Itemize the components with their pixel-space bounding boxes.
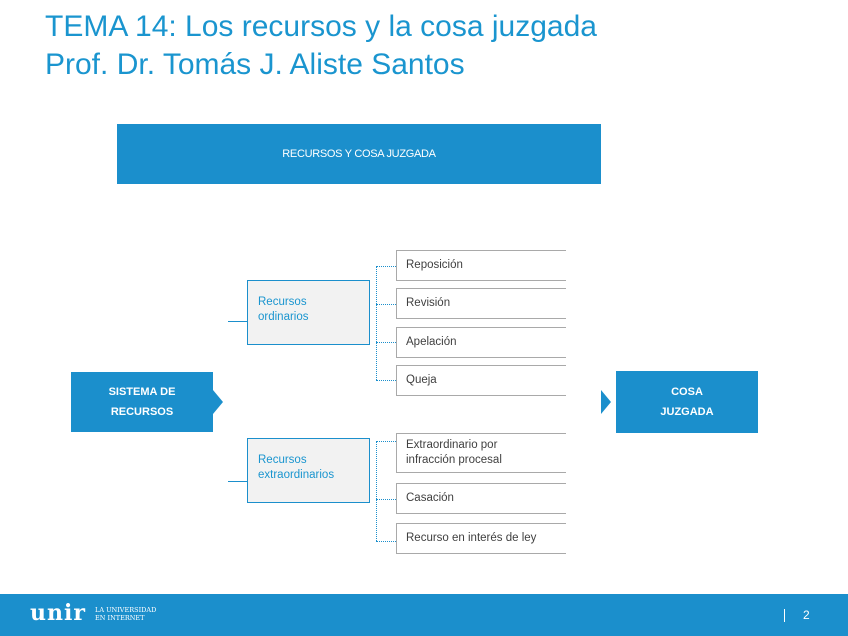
extraordinary-tick-2 xyxy=(376,499,396,500)
extraordinary-item-infraccion-procesal xyxy=(396,433,566,473)
extraordinary-connector xyxy=(228,481,247,482)
target-arrow xyxy=(601,390,611,414)
tagline-line-1: LA UNIVERSIDAD xyxy=(95,606,157,614)
source-line-2: RECURSOS xyxy=(110,406,174,418)
item-label-line-1: Extraordinario por xyxy=(406,439,498,451)
tagline-line-2: EN INTERNET xyxy=(95,614,145,622)
ordinary-line-1: Recursos xyxy=(258,296,307,308)
source-line-1: SISTEMA DE xyxy=(108,386,176,398)
banner-label: RECURSOS Y COSA JUZGADA xyxy=(282,148,436,160)
slide-title xyxy=(45,8,597,84)
ordinary-group-box xyxy=(247,280,370,345)
extraordinary-group-box xyxy=(247,438,370,503)
extraordinary-bracket xyxy=(376,441,377,541)
item-label: Revisión xyxy=(406,297,451,309)
ordinary-tick-2 xyxy=(376,304,396,305)
source-arrow xyxy=(213,390,223,414)
item-label: Reposición xyxy=(406,259,463,271)
ordinary-tick-1 xyxy=(376,266,396,267)
item-label: Recurso en interés de ley xyxy=(406,532,537,544)
source-box xyxy=(71,372,213,432)
extraordinary-tick-3 xyxy=(376,541,396,542)
footer-bar xyxy=(0,594,848,636)
ordinary-bracket xyxy=(376,266,377,380)
target-box xyxy=(616,371,758,433)
ordinary-tick-4 xyxy=(376,380,396,381)
extraordinary-tick-1 xyxy=(376,441,396,442)
logo-tagline xyxy=(95,606,156,622)
extraordinary-item-casacion xyxy=(396,483,566,514)
page-number: 2 xyxy=(803,608,810,622)
extraordinary-line-2: extraordinarios xyxy=(258,469,335,481)
diagram-banner xyxy=(117,124,601,184)
target-line-2: JUZGADA xyxy=(660,406,714,418)
ordinary-connector xyxy=(228,321,247,322)
item-label: Queja xyxy=(406,374,437,386)
ordinary-item-queja xyxy=(396,365,566,396)
page-separator xyxy=(784,609,785,622)
ordinary-tick-3 xyxy=(376,342,396,343)
ordinary-item-reposicion xyxy=(396,250,566,281)
ordinary-item-apelacion xyxy=(396,327,566,358)
item-label: Apelación xyxy=(406,336,457,348)
title-line-2: Prof. Dr. Tomás J. Aliste Santos xyxy=(45,48,465,81)
extraordinary-line-1: Recursos xyxy=(258,454,307,466)
title-line-1: TEMA 14: Los recursos y la cosa juzgada xyxy=(45,10,597,43)
item-label: Casación xyxy=(406,492,454,504)
item-label-line-2: infracción procesal xyxy=(406,454,502,466)
extraordinary-item-interes-de-ley xyxy=(396,523,566,554)
unir-logo: unir xyxy=(30,600,86,626)
ordinary-line-2: ordinarios xyxy=(258,311,309,323)
ordinary-item-revision xyxy=(396,288,566,319)
target-line-1: COSA xyxy=(671,386,703,398)
